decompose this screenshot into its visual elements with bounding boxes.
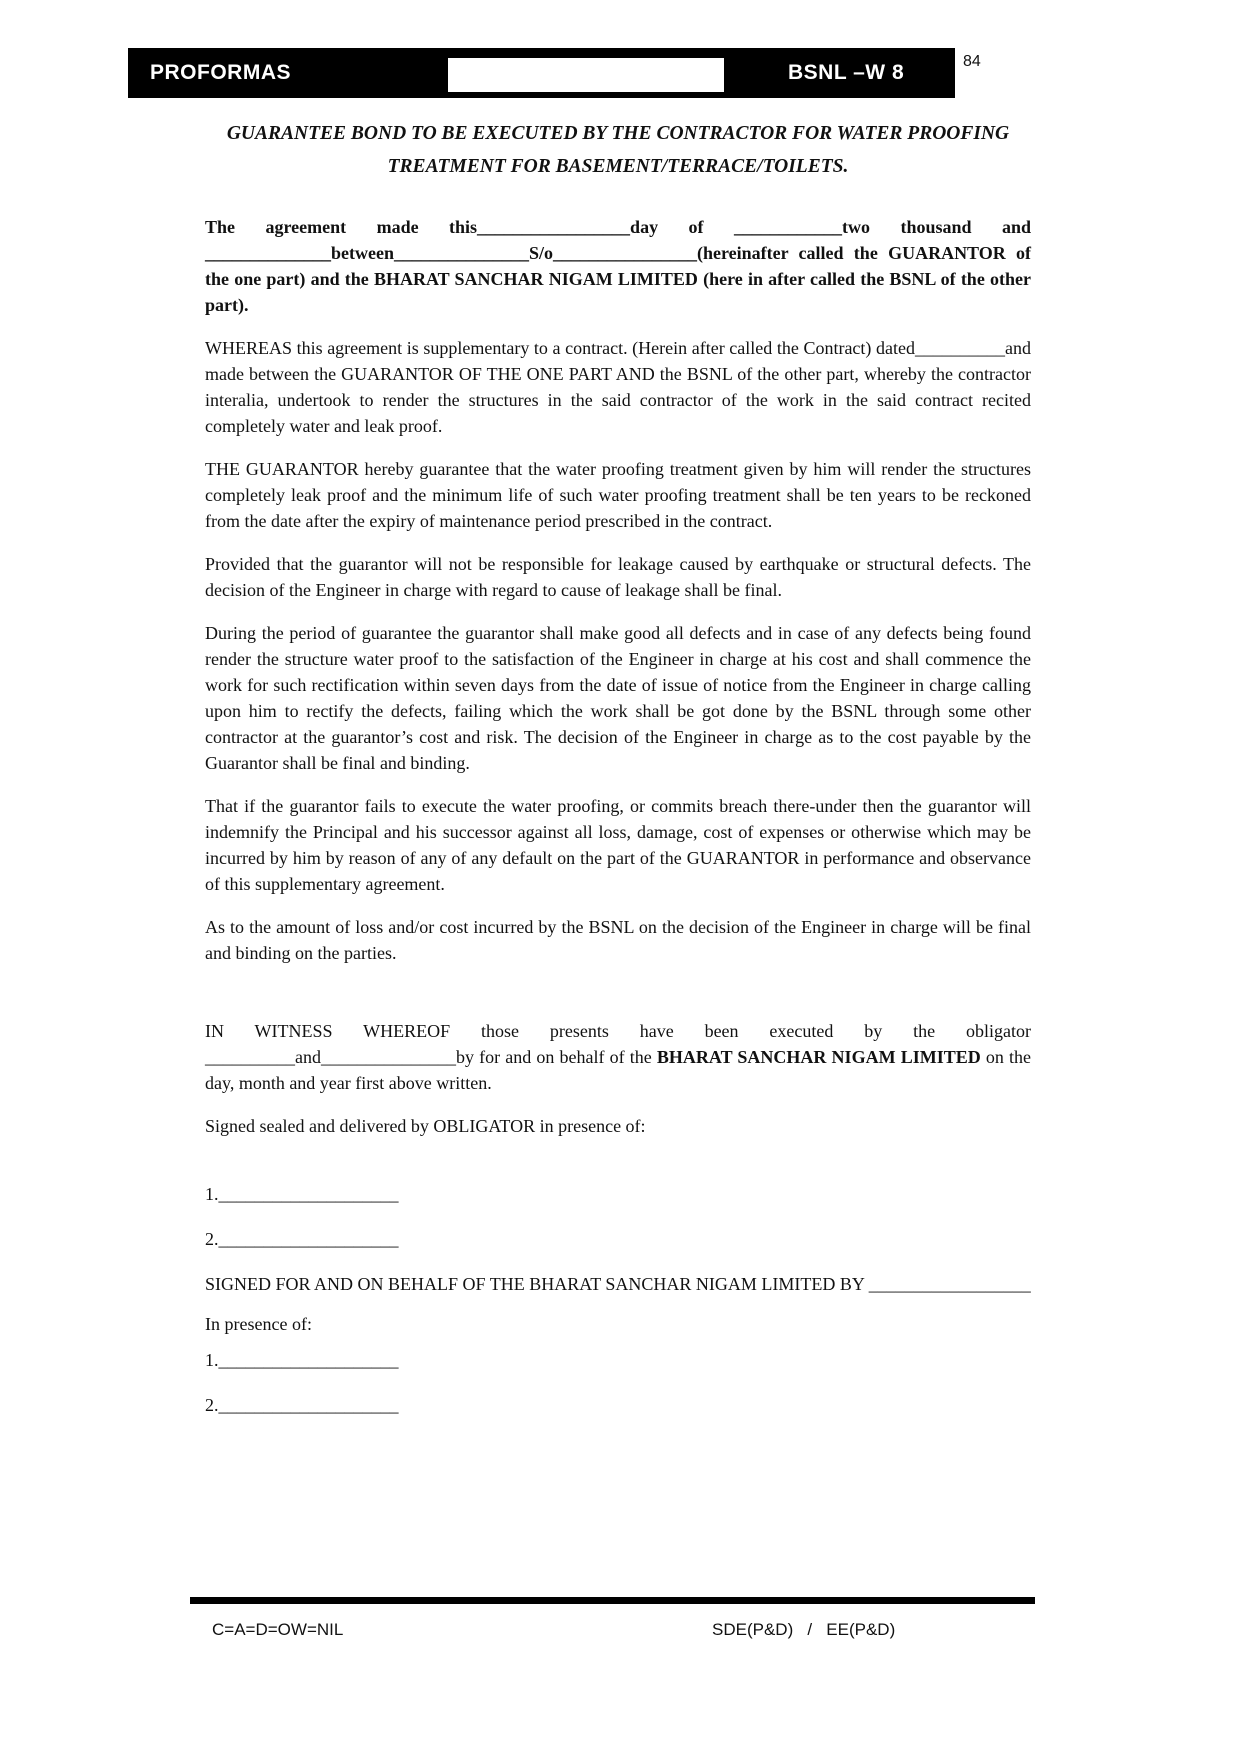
obligator-witness-blank-2: 2.____________________	[205, 1229, 399, 1249]
signed-for-post-text: BY __________________	[835, 1274, 1031, 1294]
witness-post-text: on the day, month and year first above written.	[205, 1047, 1031, 1093]
page-number: 84	[963, 53, 981, 70]
during-guarantee-paragraph: During the period of guarantee the guarantor shall make good all defects and in case of any defects being found render the structure water proof to the satisfaction of the Engineer in charge at his cost and shall commence the work for such rectification within seven days from the date of issue of notice from the Engineer in charge calling upon him to rectify the defects, failing which the work shall be got done by the BSNL through some other contractor at the guarantor’s cost and risk. The decision of the Engineer in charge as to the cost payable by the Guarantor shall be final and binding.	[205, 623, 1031, 773]
signed-for-line	[205, 1271, 1031, 1297]
witness-pre-text: IN WITNESS WHEREOF those presents have been executed by the obligator __________and_______________by for and on behalf of the	[205, 1021, 1031, 1067]
provided-paragraph: Provided that the guarantor will not be responsible for leakage caused by earthquake or structural defects. The decision of the Engineer in charge with regard to cause of leakage shall be final.	[205, 554, 1031, 600]
in-presence-line: In presence of:	[205, 1314, 312, 1334]
presence-blank-2: 2.____________________	[205, 1395, 399, 1415]
guarantor-paragraph: THE GUARANTOR hereby guarantee that the water proofing treatment given by him will render the structures completely leak proof and the minimum life of such water proofing treatment shall be ten years to be reckoned from the date after the expiry of maintenance period prescribed in the contract.	[205, 459, 1031, 531]
document-title: GUARANTEE BOND TO BE EXECUTED BY THE CONTRACTOR FOR WATER PROOFING TREATMENT FOR BASEMENT/TERRACE/TOILETS.	[226, 123, 1010, 177]
footer-rule	[190, 1597, 1035, 1604]
header-bsnl-w8-label: BSNL –W 8	[788, 61, 905, 84]
agreement-paragraph: The agreement made this_________________day of ____________two thousand and ______________between_______________S/o________________(hereinafter called the GUARANTOR of the one part) and the BHARAT SANCHAR NIGAM LIMITED (here in after called the BSNL of the other part).	[205, 217, 1031, 315]
document-content	[205, 0, 1031, 1418]
whereas-paragraph: WHEREAS this agreement is supplementary to a contract. (Herein after called the Contract) dated__________and made between the GUARANTOR OF THE ONE PART AND the BSNL of the other part, whereby the contractor interalia, undertook to render the structures in the said contractor of the work in the said contract recited completely water and leak proof.	[205, 338, 1031, 436]
footer-left-code: C=A=D=OW=NIL	[212, 1620, 344, 1639]
presence-blank-1: 1.____________________	[205, 1350, 399, 1370]
signed-for-company-name: BHARAT SANCHAR NIGAM LIMITED	[529, 1274, 836, 1294]
witness-company-name: BHARAT SANCHAR NIGAM LIMITED	[656, 1047, 981, 1067]
as-to-paragraph: As to the amount of loss and/or cost incurred by the BSNL on the decision of the Engineer in charge will be final and binding on the parties.	[205, 917, 1031, 963]
signed-sealed-line: Signed sealed and delivered by OBLIGATOR in presence of:	[205, 1116, 646, 1136]
header-proformas-label: PROFORMAS	[150, 61, 291, 84]
obligator-witness-blank-1: 1.____________________	[205, 1184, 399, 1204]
footer-right-signatories: SDE(P&D) / EE(P&D)	[712, 1620, 896, 1639]
that-if-paragraph: That if the guarantor fails to execute the water proofing, or commits breach there-under then the guarantor will indemnify the Principal and his successor against all loss, damage, cost of expenses or otherwise which may be incurred by him by reason of any of any default on the part of the GUARANTOR in performance and observance of this supplementary agreement.	[205, 796, 1031, 894]
signed-for-pre-text: SIGNED FOR AND ON BEHALF OF THE	[205, 1274, 530, 1294]
witness-paragraph	[205, 1018, 1031, 1096]
